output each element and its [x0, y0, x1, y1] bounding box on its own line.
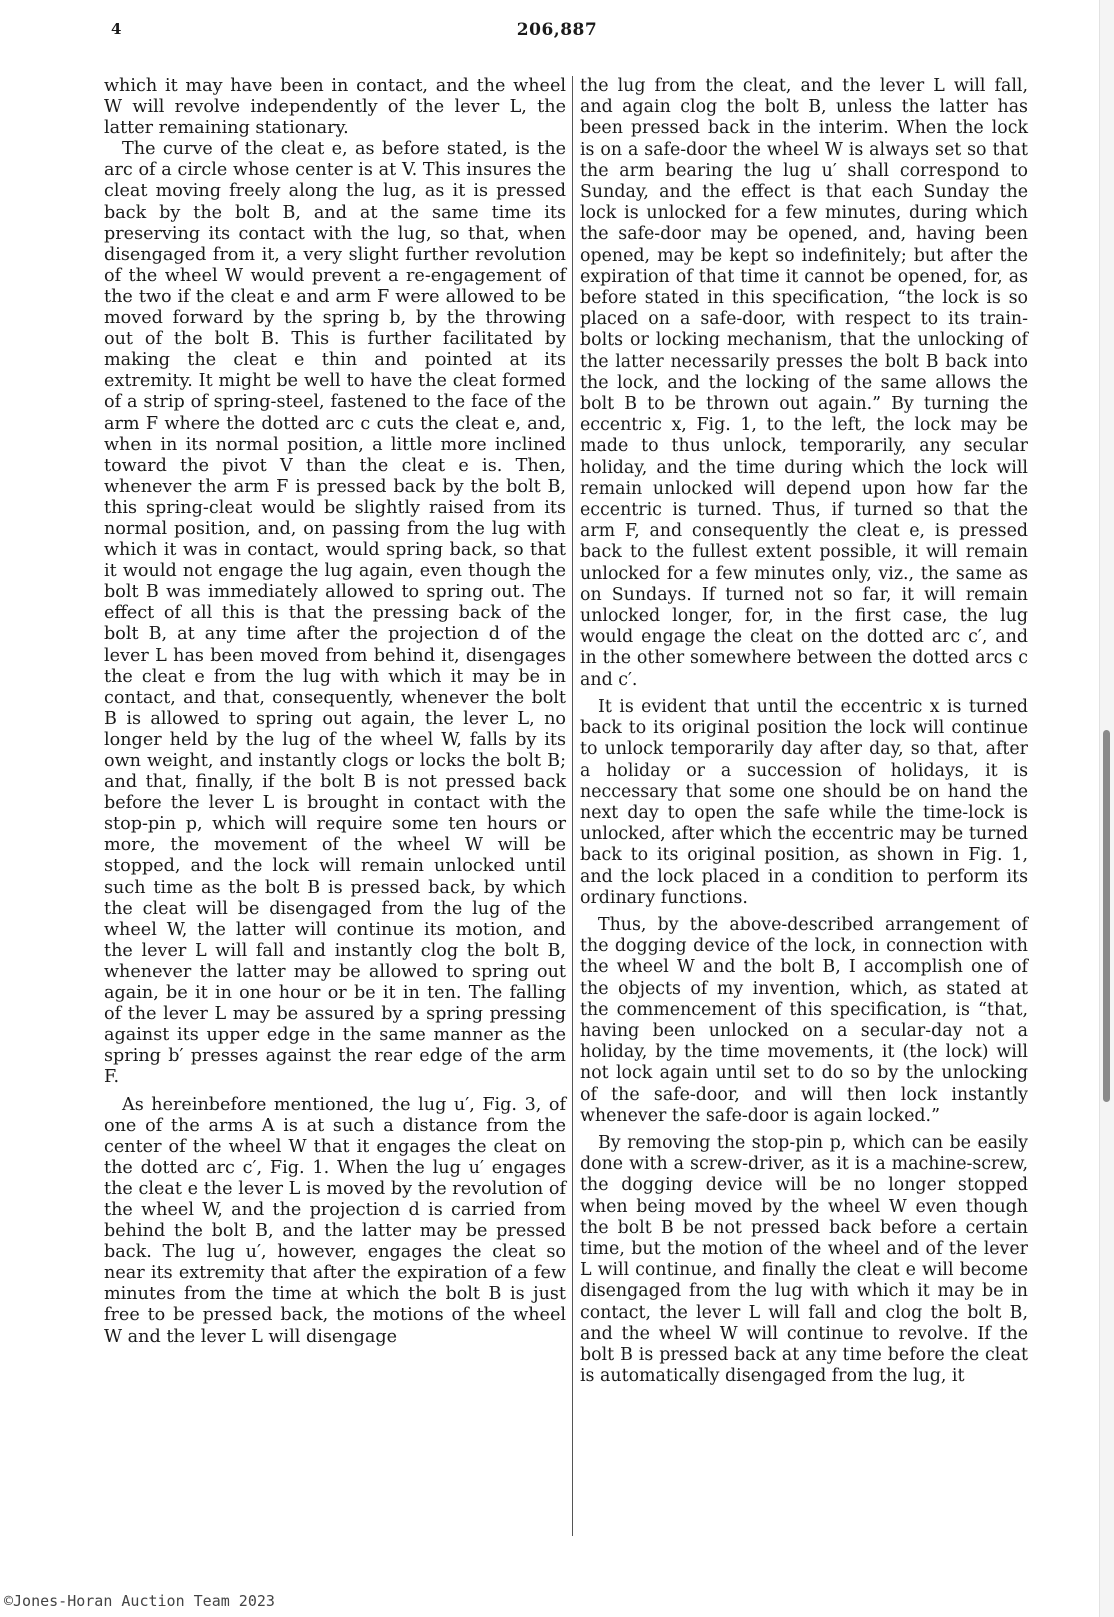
- copyright-watermark: ©Jones-Horan Auction Team 2023: [4, 1592, 275, 1610]
- page-number: 4: [111, 20, 122, 38]
- paragraph: It is evident that until the eccentric x is turned back to its original position the lock will continue to unlock temporarily day after day, so that, after a holiday or a succession of holidays, it is neccessary that some one should be on hand the next day to open the safe while the time-lock is unlocked, after which the eccentric may be turned back to its original position, as shown in Fig. 1, and the lock placed in a condition to perform its ordinary functions.: [580, 696, 1028, 908]
- column-divider: [572, 76, 573, 1536]
- paragraph: By removing the stop-pin p, which can be easily done with a screw-driver, as it is a machine-screw, the dogging device will be no longer stopped when being moved by the wheel W even though the bolt B be not pressed back before a certain time, but the motion of the wheel and of the lever L will continue, and finally the cleat e will become disengaged from the lug with which it may be in contact, the lever L will fall and clog the bolt B, and the wheel W will continue to revolve. If the bolt B is pressed back at any time before the cleat is automatically disengaged from the lug, it: [580, 1132, 1028, 1387]
- patent-number: 206,887: [516, 20, 598, 40]
- paragraph: the lug from the cleat, and the lever L will fall, and again clog the bolt B, unless the latter has been pressed back in the interim. When the lock is on a safe-door the wheel W is always set so that the arm bearing the lug u′ shall correspond to Sunday, and the effect is that each Sunday the lock is unlocked for a few minutes, during which the safe-door may be opened, and, having been opened, may be kept so indefinitely; but after the expiration of that time it cannot be opened, for, as before stated in this specification, “the lock is so placed on a safe-door, with respect to its train-bolts or locking mechanism, that the unlocking of the latter necessarily presses the bolt B back into the lock, and the locking of the same allows the bolt B to be thrown out again.” By turning the eccentric x, Fig. 1, to the left, the lock may be made to thus unlock, temporarily, any secular holiday, and the time during which the lock will remain unlocked will depend upon how far the eccentric is turned. Thus, if turned so that the arm F, and consequently the cleat e, is pressed back to the fullest extent possible, it will remain unlocked for a few minutes only, viz., the same as on Sundays. If turned not so far, it will remain unlocked longer, for, in the first case, the lug would engage the cleat on the dotted arc c′, and in the other somewhere between the dotted arcs c and c′.: [580, 76, 1028, 690]
- paragraph: As hereinbefore mentioned, the lug u′, Fig. 3, of one of the arms A is at such a distance from the center of the wheel W that it engages the cleat on the dotted arc c′, Fig. 1. When the lug u′ engages the cleat e the lever L is moved by the revolution of the wheel W, and the projection d is carried from behind the bolt B, and the latter may be pressed back. The lug u′, however, engages the cleat so near its extremity that after the expiration of a few minutes from the time at which the bolt B is just free to be pressed back, the motions of the wheel W and the lever L will disengage: [104, 1094, 566, 1347]
- vertical-scrollbar[interactable]: [1099, 0, 1114, 1617]
- left-column: [104, 76, 566, 1348]
- paragraph: which it may have been in contact, and the wheel W will revolve independently of the lever L, the latter remaining stationary.: [104, 76, 566, 139]
- right-column: [580, 76, 1028, 1387]
- paragraph: The curve of the cleat e, as before stated, is the arc of a circle whose center is at V. This insures the cleat moving freely along the lug, as it is pressed back by the bolt B, and at the same time its preserving its contact with the lug, so that, when disengaged from it, a very slight further revolution of the wheel W would prevent a re-engagement of the two if the cleat e and arm F were allowed to be moved forward by the spring b, by the throwing out of the bolt B. This is further facilitated by making the cleat e thin and pointed at its extremity. It might be well to have the cleat formed of a strip of spring-steel, fastened to the face of the arm F where the dotted arc c cuts the cleat e, and, when in its normal position, a little more inclined toward the pivot V than the cleat e is. Then, whenever the arm F is pressed back by the bolt B, this spring-cleat would be slightly raised from its normal position, and, on passing from the lug with which it was in contact, would spring back, so that it would not engage the lug again, even though the bolt B was immediately allowed to spring out. The effect of all this is that the pressing back of the bolt B, at any time after the projection d of the lever L has been moved from behind it, disengages the cleat e from the lug with which it may be in contact, and that, consequently, whenever the bolt B is allowed to spring out again, the lever L, no longer held by the lug of the wheel W, falls by its own weight, and instantly clogs or locks the bolt B; and that, finally, if the bolt B is not pressed back before the lever L is brought in contact with the stop-pin p, which will require some ten hours or more, the movement of the wheel W will be stopped, and the lock will remain unlocked until such time as the bolt B is pressed back, by which the cleat will be disengaged from the lug of the wheel W, the latter will continue its motion, and the lever L will fall and instantly clog the bolt B, whenever the latter may be allowed to spring out again, be it in one hour or be it in ten. The falling of the lever L may be assured by a spring pressing against its upper edge in the same manner as the spring b′ presses against the rear edge of the arm F.: [104, 139, 566, 1088]
- scrollbar-thumb[interactable]: [1103, 730, 1110, 1102]
- paragraph: Thus, by the above-described arrangement of the dogging device of the lock, in connection with the wheel W and the bolt B, I accomplish one of the objects of my invention, which, as stated at the commencement of this specification, is “that, having been unlocked on a secular-day not a holiday, by the time movements, it (the lock) will not lock again until set to do so by the unlocking of the safe-door, and will then lock instantly whenever the safe-door is again locked.”: [580, 914, 1028, 1126]
